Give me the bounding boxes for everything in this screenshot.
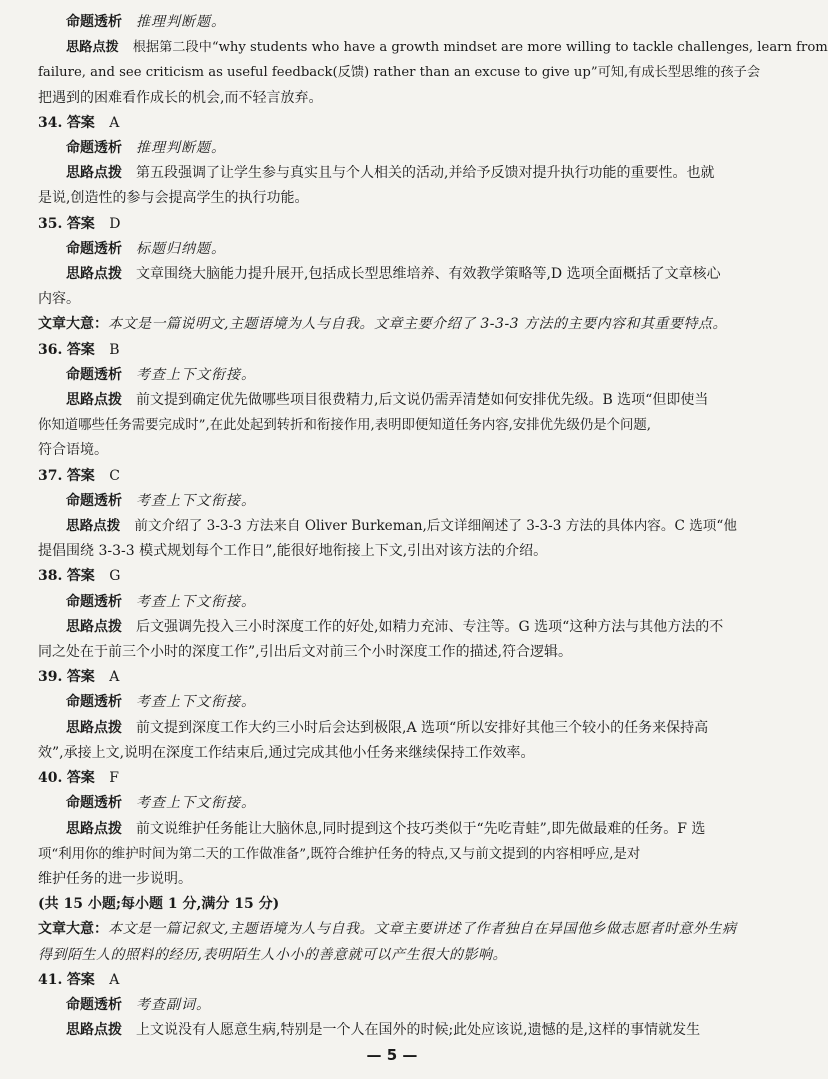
- answer-value: B: [109, 341, 120, 358]
- hint-continuation: [38, 413, 754, 438]
- hint-label: 思路点拨: [66, 1022, 122, 1039]
- summary-label: 文章大意：: [38, 921, 108, 938]
- hint-text: 前文说维护任务能让大脑休息,同时提到这个技巧类似于“先吃青蛙”,即先做最难的任务。F 选: [136, 820, 706, 837]
- answer-label: 答案: [66, 341, 95, 358]
- question-number: 35.: [38, 215, 63, 232]
- hint-text: 文章围绕大脑能力提升展开,包括成长型思维培养、有效教学策略等,D 选项全面概括了文章核心: [136, 266, 721, 283]
- analysis-line-34: [38, 136, 754, 161]
- answer-line-37: [38, 464, 754, 489]
- page-number: — 5 —: [366, 1046, 418, 1064]
- answer-value: F: [109, 770, 119, 787]
- analysis-label: 命题透析: [66, 593, 122, 610]
- question-number: 40.: [38, 770, 63, 787]
- analysis-text: 考查副词。: [136, 996, 211, 1013]
- hint-text: 前文提到深度工作大约三小时后会达到极限,A 选项“所以安排好其他三个较小的任务来保持高: [136, 719, 709, 736]
- hint-continuation: [38, 867, 754, 892]
- analysis-line-40: [38, 791, 754, 816]
- hint-continuation: [38, 86, 754, 111]
- question-number: 36.: [38, 341, 63, 358]
- analysis-text: 标题归纳题。: [136, 240, 226, 257]
- summary-label: 文章大意：: [38, 316, 108, 333]
- question-number: 39.: [38, 669, 63, 686]
- hint-label: 思路点拨: [66, 518, 121, 535]
- hint-label: 思路点拨: [66, 40, 119, 56]
- answer-label: 答案: [66, 770, 95, 787]
- article-summary-2-continuation: [38, 943, 754, 968]
- analysis-line-37: [38, 489, 754, 514]
- analysis-line-39: [38, 690, 754, 715]
- analysis-label: 命题透析: [66, 140, 122, 157]
- analysis-label: 命题透析: [66, 14, 122, 30]
- analysis-line-38: [38, 590, 754, 615]
- analysis-text: 考查上下文衔接。: [136, 795, 256, 812]
- hint-text: 符合语境。: [38, 442, 108, 459]
- hint-text: 同之处在于前三个小时的深度工作”,引出后文对前三个小时深度工作的描述,符合逻辑。: [38, 644, 573, 661]
- hint-continuation: [38, 741, 754, 766]
- analysis-text: 考查上下文衔接。: [136, 492, 256, 509]
- answer-value: A: [109, 669, 120, 686]
- hint-line-39: [38, 716, 754, 741]
- answer-label: 答案: [66, 669, 95, 686]
- hint-continuation: [38, 60, 761, 85]
- hint-label: 思路点拨: [66, 392, 122, 409]
- answer-line-38: [38, 564, 754, 589]
- hint-text: 前文提到确定优先做哪些项目很费精力,后文说仍需弄清楚如何安排优先级。B 选项“但即使当: [136, 392, 709, 409]
- hint-continuation: [38, 186, 754, 211]
- answer-label: 答案: [66, 971, 95, 988]
- answer-value: D: [109, 215, 121, 232]
- answer-line-34: [38, 111, 754, 136]
- hint-text: 你知道哪些任务需要完成时”,在此处起到转折和衔接作用,表明即便知道任务内容,安排优先级仍是个问题,: [38, 418, 652, 434]
- answer-line-36: [38, 338, 754, 363]
- analysis-text: 考查上下文衔接。: [136, 694, 256, 711]
- hint-line-36: [38, 388, 754, 413]
- hint-text: 维护任务的进一步说明。: [38, 870, 192, 887]
- hint-label: 思路点拨: [66, 719, 122, 736]
- section-scoring-note: [38, 892, 754, 917]
- answer-line-39: [38, 665, 754, 690]
- hint-label: 思路点拨: [66, 266, 122, 283]
- analysis-line-36: [38, 363, 754, 388]
- hint-continuation: [38, 438, 754, 463]
- analysis-line-41: [38, 993, 754, 1018]
- analysis-label: 命题透析: [66, 694, 122, 711]
- hint-text: 上文说没有人愿意生病,特别是一个人在国外的时候;此处应该说,遗憾的是,这样的事情就发生: [136, 1022, 701, 1039]
- analysis-label: 命题透析: [66, 240, 122, 257]
- question-number: 38.: [38, 568, 63, 585]
- answer-label: 答案: [66, 114, 95, 131]
- analysis-text: 考查上下文衔接。: [136, 593, 256, 610]
- answer-label: 答案: [66, 568, 95, 585]
- question-number: 41.: [38, 971, 63, 988]
- hint-text: 后文强调先投入三小时深度工作的好处,如精力充沛、专注等。G 选项“这种方法与其他方法的不: [136, 618, 724, 635]
- answer-label: 答案: [66, 215, 95, 232]
- hint-text: 第五段强调了让学生参与真实且与个人相关的活动,并给予反馈对提升执行功能的重要性。也就: [136, 165, 715, 182]
- analysis-line-35: [38, 237, 754, 262]
- top-hint-line: [38, 35, 828, 60]
- summary-text: 本文是一篇说明文,主题语境为人与自我。文章主要介绍了 3-3-3 方法的主要内容和其重要特点。: [108, 316, 728, 333]
- question-number: 34.: [38, 114, 63, 131]
- answer-line-41: [38, 968, 754, 993]
- analysis-label: 命题透析: [66, 366, 122, 383]
- hint-line-41: [38, 1018, 754, 1043]
- top-analysis-line: [38, 10, 754, 35]
- article-summary-2: [38, 917, 754, 942]
- hint-continuation: [38, 287, 754, 312]
- hint-line-40: [38, 817, 754, 842]
- analysis-text: 推理判断题。: [136, 140, 226, 157]
- hint-text: 是说,创造性的参与会提高学生的执行功能。: [38, 190, 309, 207]
- hint-line-37: [38, 514, 754, 539]
- hint-label: 思路点拨: [66, 165, 122, 182]
- section-note-text: (共 15 小题;每小题 1 分,满分 15 分): [38, 896, 280, 913]
- analysis-label: 命题透析: [66, 795, 122, 812]
- hint-text: 内容。: [38, 291, 80, 308]
- question-number: 37.: [38, 467, 63, 484]
- analysis-label: 命题透析: [66, 996, 122, 1013]
- hint-text: 效”,承接上文,说明在深度工作结束后,通过完成其他小任务来继续保持工作效率。: [38, 744, 535, 761]
- answer-value: A: [109, 971, 120, 988]
- hint-continuation: [38, 539, 754, 564]
- analysis-text: 推理判断题。: [136, 14, 226, 30]
- hint-text: 把遇到的困难看作成长的机会,而不轻言放弃。: [38, 89, 323, 106]
- analysis-text: 考查上下文衔接。: [136, 366, 256, 383]
- hint-text: 前文介绍了 3-3-3 方法来自 Oliver Burkeman,后文详细阐述了 3-3-3 方法的具体内容。C 选项“他: [134, 518, 737, 535]
- answer-value: G: [109, 568, 121, 585]
- hint-text: 根据第二段中“why students who have a growth mindset are more willing to tackle challenges, learn from: [132, 40, 828, 56]
- answer-line-40: [38, 766, 754, 791]
- hint-label: 思路点拨: [66, 618, 122, 635]
- answer-line-35: [38, 212, 754, 237]
- hint-line-35: [38, 262, 754, 287]
- article-summary-1: [38, 312, 754, 337]
- hint-line-38: [38, 615, 754, 640]
- hint-line-34: [38, 161, 754, 186]
- hint-text: 项“利用你的维护时间为第二天的工作做准备”,既符合维护任务的特点,又与前文提到的内容相呼应,是对: [38, 846, 641, 862]
- answer-value: A: [109, 114, 120, 131]
- summary-text: 得到陌生人的照料的经历,表明陌生人小小的善意就可以产生很大的影响。: [38, 946, 507, 963]
- hint-text: failure, and see criticism as useful feedback(反馈) rather than an excuse to give up”可知,有成长型思维的孩子会: [38, 65, 761, 81]
- hint-continuation: [38, 842, 754, 867]
- hint-label: 思路点拨: [66, 820, 122, 837]
- hint-text: 提倡围绕 3-3-3 模式规划每个工作日”,能很好地衔接上下文,引出对该方法的介绍。: [38, 543, 548, 560]
- hint-continuation: [38, 640, 754, 665]
- answer-value: C: [109, 467, 120, 484]
- analysis-label: 命题透析: [66, 492, 122, 509]
- summary-text: 本文是一篇记叙文,主题语境为人与自我。文章主要讲述了作者独自在异国他乡做志愿者时意外生病: [108, 921, 737, 938]
- answer-label: 答案: [66, 467, 95, 484]
